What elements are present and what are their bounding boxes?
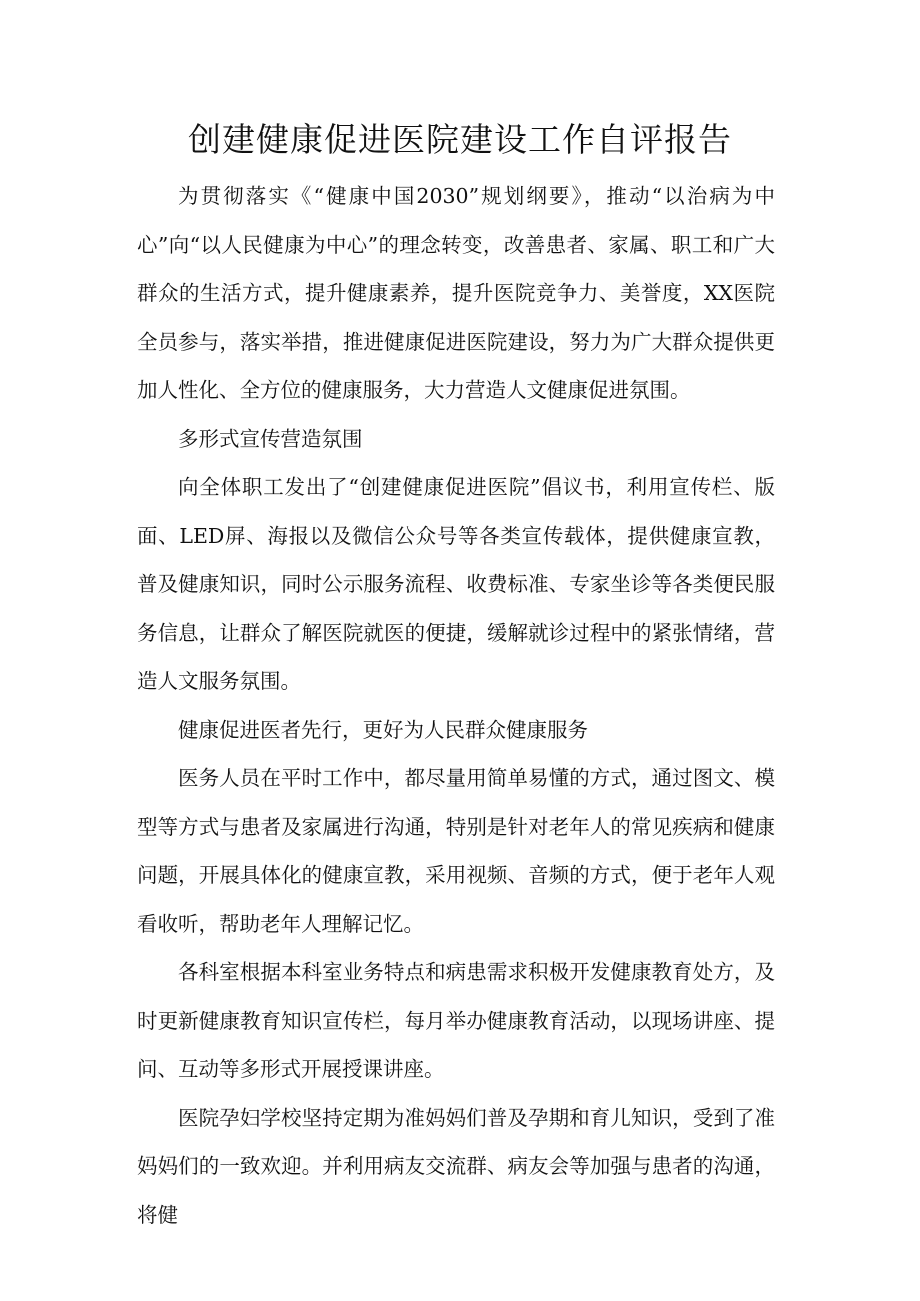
paragraph-publicity: 向全体职工发出了“创建健康促进医院”倡议书，利用宣传栏、版面、LED屏、海报以及微信公众号等各类宣传载体，提供健康宣教，普及健康知识，同时公示服务流程、收费标准、专家坐诊等各类便民服务信息，让群众了解医院就医的便捷，缓解就诊过程中的紧张情绪，营造人文服务氛围。 xyxy=(137,475,775,693)
document-body xyxy=(137,172,775,1239)
paragraph-maternity-school: 医院孕妇学校坚持定期为准妈妈们普及孕期和育儿知识，受到了准妈妈们的一致欢迎。并利用病友交流群、病友会等加强与患者的沟通，将健 xyxy=(137,1105,775,1227)
paragraph-medical-staff: 医务人员在平时工作中，都尽量用简单易懂的方式，通过图文、模型等方式与患者及家属进行沟通，特别是针对老年人的常见疾病和健康问题，开展具体化的健康宣教，采用视频、音频的方式，便于老年人观看收听，帮助老年人理解记忆。 xyxy=(137,766,775,936)
section-heading-publicity: 多形式宣传营造氛围 xyxy=(178,426,363,451)
paragraph-intro: 为贯彻落实《“健康中国2030”规划纲要》，推动“以治病为中心”向“以人民健康为中心”的理念转变，改善患者、家属、职工和广大群众的生活方式，提升健康素养，提升医院竞争力、美誉度，XX医院全员参与，落实举措，推进健康促进医院建设，努力为广大群众提供更加人性化、全方位的健康服务，大力营造人文健康促进氛围。 xyxy=(137,184,775,402)
document-title: 创建健康促进医院建设工作自评报告 xyxy=(188,120,732,159)
section-heading-medical-staff: 健康促进医者先行，更好为人民群众健康服务 xyxy=(178,717,588,742)
paragraph-departments: 各科室根据本科室业务特点和病患需求积极开发健康教育处方，及时更新健康教育知识宣传栏，每月举办健康教育活动，以现场讲座、提问、互动等多形式开展授课讲座。 xyxy=(137,960,775,1081)
